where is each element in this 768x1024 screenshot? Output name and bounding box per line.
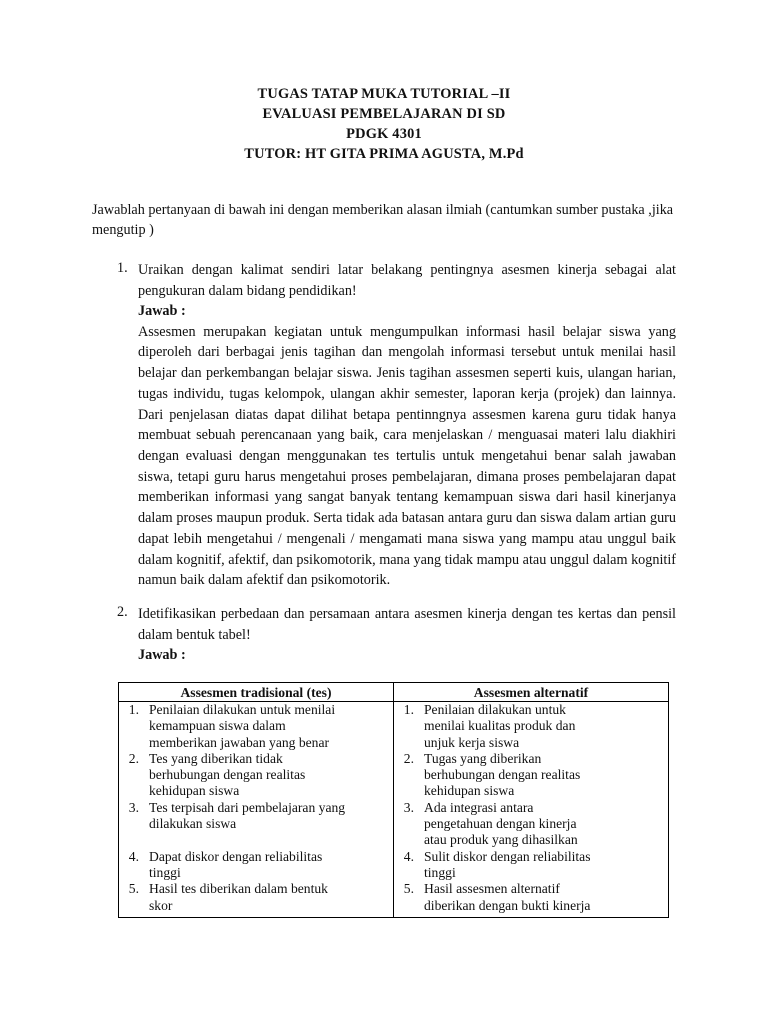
- item-line: dilakukan siswa: [149, 816, 237, 832]
- item-line: [149, 832, 387, 848]
- item-text: [149, 881, 387, 914]
- answer-label: Jawab :: [138, 647, 186, 664]
- table-row: [119, 702, 669, 918]
- item-text: [149, 702, 387, 751]
- item-line: Ada integrasi antara: [424, 799, 534, 815]
- traditional-item-4: [125, 849, 387, 882]
- item-number: 2.: [128, 750, 139, 766]
- question-number: 2.: [117, 604, 128, 620]
- item-line: diberikan dengan bukti kinerja: [424, 897, 591, 913]
- alternative-item-5: [400, 881, 662, 914]
- item-line: Tugas yang diberikan: [424, 750, 542, 766]
- alternative-item-1: [400, 702, 662, 751]
- item-line: Tes terpisah dari pembelajaran yang: [149, 799, 346, 815]
- column-header-alternative: Assesmen alternatif: [394, 683, 669, 702]
- alternative-item-3: [400, 800, 662, 849]
- traditional-list: [125, 702, 387, 914]
- item-text: [424, 751, 662, 800]
- comparison-table: [118, 682, 669, 918]
- traditional-item-5: [125, 881, 387, 914]
- instructions: Jawablah pertanyaan di bawah ini dengan memberikan alasan ilmiah (cantumkan sumber pustaka ,jika mengutip ): [92, 202, 674, 238]
- item-line: Sulit diskor dengan reliabilitas: [424, 848, 591, 864]
- header-title: TUGAS TATAP MUKA TUTORIAL –II: [257, 86, 511, 102]
- item-number: 3.: [128, 799, 139, 815]
- item-line: kehidupan siswa: [149, 783, 240, 799]
- alternative-cell: [394, 702, 669, 918]
- item-number: 3.: [403, 799, 414, 815]
- item-text: [149, 849, 387, 882]
- header-tutor: TUTOR: HT GITA PRIMA AGUSTA, M.Pd: [244, 146, 524, 162]
- item-line: atau produk yang dihasilkan: [424, 832, 578, 848]
- item-number: 5.: [128, 881, 139, 897]
- item-line: Penilaian dilakukan untuk: [424, 702, 566, 717]
- traditional-item-1: [125, 702, 387, 751]
- item-line: berhubungan dengan realitas: [424, 767, 581, 783]
- question-number: 1.: [117, 260, 128, 276]
- table-header-row: [119, 683, 669, 702]
- item-line: tinggi: [149, 864, 181, 880]
- item-line: menilai kualitas produk dan: [424, 718, 576, 734]
- item-number: 2.: [403, 750, 414, 766]
- item-line: kemampuan siswa dalam: [149, 718, 286, 734]
- item-line: pengetahuan dengan kinerja: [424, 816, 577, 832]
- item-line: unjuk kerja siswa: [424, 734, 520, 750]
- item-number: 1.: [403, 702, 414, 717]
- item-text: [424, 702, 662, 751]
- item-line: Tes yang diberikan tidak: [149, 750, 283, 766]
- item-number: 1.: [128, 702, 139, 717]
- item-text: [149, 751, 387, 800]
- item-line: Penilaian dilakukan untuk menilai: [149, 702, 336, 717]
- item-line: Hasil assesmen alternatif: [424, 881, 560, 897]
- alternative-item-2: [400, 751, 662, 800]
- traditional-item-2: [125, 751, 387, 800]
- header-subject: EVALUASI PEMBELAJARAN DI SD: [262, 106, 506, 122]
- item-line: Hasil tes diberikan dalam bentuk: [149, 881, 328, 897]
- answer-label: Jawab :: [138, 303, 186, 320]
- traditional-cell: [119, 702, 394, 918]
- answer-text: Assesmen merupakan kegiatan untuk mengumpulkan informasi hasil belajar siswa yang diperoleh dari berbagai jenis tagihan dan mengolah informasi tersebut untuk menilai hasil belajar dan perkembangan belajar siswa. Jenis tagihan assesmen seperti kuis, ulangan harian, tugas individu, tugas kelompok, ulangan akhir semester, laporan kerja (projek) dan lainnya. Dari penjelasan diatas dapat dilihat betapa pentinngnya assesmen karena guru tidak hanya membuat sebuah perencanaan yang baik, cara menjelaskan / menguasai materi lalu diakhiri dengan evaluasi dengan menggunakan tes tertulis untuk mengetahui benar salah jawaban siswa, tetapi guru harus mengetahui proses pembelajaran, dimana proses pembelajaran dapat memberikan informasi yang sangat banyak tentang kemampuan siswa dari hasil kinerjanya dalam proses maupun produk. Serta tidak ada batasan antara guru dan siswa dalam artian guru dapat lebih mengetahui / mengenali / mengamati mana siswa yang mampu atau unggul baik dalam kognitif, afektif, dan psikomotorik, mana yang tidak mampu atau unggul dalam kognitif namun baik dalam afektif dan psikomotorik.: [138, 323, 676, 589]
- item-number: 4.: [403, 848, 414, 864]
- header-course-code: PDGK 4301: [346, 126, 422, 142]
- alternative-list: [400, 702, 662, 914]
- item-line: tinggi: [424, 864, 456, 880]
- item-line: skor: [149, 897, 173, 913]
- item-line: Dapat diskor dengan reliabilitas: [149, 848, 323, 864]
- item-line: memberikan jawaban yang benar: [149, 734, 330, 750]
- item-number: 4.: [128, 848, 139, 864]
- alternative-item-4: [400, 849, 662, 882]
- document-header: [0, 84, 768, 164]
- item-text: [424, 800, 662, 849]
- question-text: Uraikan dengan kalimat sendiri latar belakang pentingnya asesmen kinerja sebagai alat pengukuran dalam bidang pendidikan!: [138, 262, 676, 299]
- item-line: berhubungan dengan realitas: [149, 767, 306, 783]
- column-header-traditional: Assesmen tradisional (tes): [119, 683, 394, 702]
- item-text: [149, 800, 387, 849]
- question-text: Idetifikasikan perbedaan dan persamaan antara asesmen kinerja dengan tes kertas dan pensil dalam bentuk tabel!: [138, 606, 676, 643]
- traditional-item-3: [125, 800, 387, 849]
- item-text: [424, 849, 662, 882]
- item-line: kehidupan siswa: [424, 783, 515, 799]
- item-text: [424, 881, 662, 914]
- item-number: 5.: [403, 881, 414, 897]
